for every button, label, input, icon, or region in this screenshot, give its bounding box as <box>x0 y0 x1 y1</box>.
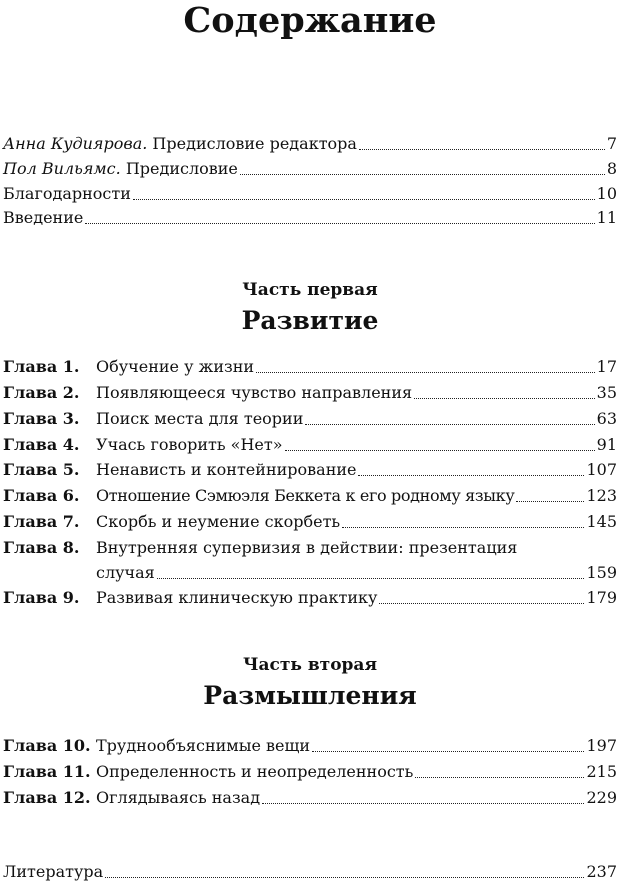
entry-title: Предисловие редактора <box>147 134 357 153</box>
part-2-label: Часть вторая <box>242 655 378 675</box>
leader-dots <box>105 876 584 878</box>
chapter-page: 91 <box>596 435 617 454</box>
chapter-label: Глава 2. <box>3 383 80 402</box>
part-1-label: Часть первая <box>242 280 378 300</box>
leader-dots <box>262 802 584 804</box>
chapter-title: Развивая клиническую практику <box>96 588 378 607</box>
chapter-title: Учась говорить «Нет» <box>96 435 283 454</box>
part-2-title: Размышления <box>203 681 417 710</box>
chapter-title: Оглядываясь назад <box>96 788 261 807</box>
chapter-page: 229 <box>586 788 617 807</box>
entry-page: 10 <box>596 184 617 203</box>
toc-chapter-10[interactable] <box>3 733 617 757</box>
chapter-title-continued: случая <box>96 563 155 582</box>
leader-dots <box>359 148 605 150</box>
leader-dots <box>415 776 584 778</box>
leader-dots <box>85 222 594 224</box>
chapter-title: Труднообъяснимые вещи <box>96 736 311 755</box>
chapter-page: 215 <box>586 762 617 781</box>
leader-dots <box>157 577 585 579</box>
leader-dots <box>516 500 584 502</box>
toc-entry-preface[interactable] <box>3 156 617 180</box>
chapter-page: 197 <box>586 736 617 755</box>
entry-page: 11 <box>596 208 617 227</box>
entry-author: Пол Вильямс. <box>3 159 121 178</box>
chapter-label: Глава 5. <box>3 460 80 479</box>
chapter-label: Глава 1. <box>3 357 80 376</box>
leader-dots <box>342 526 584 528</box>
toc-chapter-8-continued[interactable] <box>3 560 617 584</box>
toc-entry-literature[interactable] <box>3 859 617 883</box>
entry-page: 7 <box>606 134 617 153</box>
toc-chapter-3[interactable] <box>3 406 617 430</box>
entry-author: Анна Кудиярова. <box>3 134 148 153</box>
toc-chapter-5[interactable] <box>3 457 617 481</box>
leader-dots <box>379 602 584 604</box>
entry-title: Предисловие <box>120 159 238 178</box>
chapter-title: Обучение у жизни <box>96 357 255 376</box>
chapter-label: Глава 9. <box>3 588 80 607</box>
chapter-label: Глава 6. <box>3 486 80 505</box>
chapter-title: Определенность и неопределенность <box>96 762 414 781</box>
chapter-label: Глава 7. <box>3 512 80 531</box>
toc-chapter-11[interactable] <box>3 759 617 783</box>
part-1-title: Развитие <box>241 306 379 335</box>
leader-dots <box>414 397 595 399</box>
chapter-page: 159 <box>586 563 617 582</box>
chapter-page: 63 <box>596 409 617 428</box>
leader-dots <box>285 449 595 451</box>
chapter-title: Ненависть и контейнирование <box>96 460 357 479</box>
leader-dots <box>312 750 584 752</box>
chapter-label: Глава 3. <box>3 409 80 428</box>
entry-page: 8 <box>606 159 617 178</box>
chapter-page: 179 <box>586 588 617 607</box>
leader-dots <box>358 474 584 476</box>
toc-entry-acknowledgements[interactable] <box>3 181 617 205</box>
page-title: Содержание <box>183 0 437 41</box>
entry-page: 237 <box>586 862 617 881</box>
toc-chapter-1[interactable] <box>3 354 617 378</box>
chapter-label: Глава 12. <box>3 788 91 807</box>
chapter-label: Глава 10. <box>3 736 91 755</box>
entry-title: Введение <box>3 208 84 227</box>
leader-dots <box>256 371 595 373</box>
chapter-page: 17 <box>596 357 617 376</box>
leader-dots <box>133 198 595 200</box>
toc-entry-editor-preface[interactable] <box>3 131 617 155</box>
chapter-title: Поиск места для теории <box>96 409 304 428</box>
chapter-label: Глава 8. <box>3 538 80 557</box>
entry-title: Литература <box>3 862 104 881</box>
toc-chapter-8[interactable] <box>3 535 617 559</box>
entry-title: Благодарности <box>3 184 131 203</box>
toc-chapter-4[interactable] <box>3 432 617 456</box>
chapter-title: Появляющееся чувство направления <box>96 383 413 402</box>
chapter-title: Отношение Сэмюэля Беккета к его родному языку <box>96 486 515 505</box>
chapter-title: Внутренняя супервизия в действии: презентация <box>96 538 518 557</box>
toc-chapter-9[interactable] <box>3 585 617 609</box>
toc-chapter-6[interactable] <box>3 483 617 507</box>
toc-entry-introduction[interactable] <box>3 205 617 229</box>
toc-chapter-12[interactable] <box>3 785 617 809</box>
leader-dots <box>305 423 594 425</box>
toc-chapter-2[interactable] <box>3 380 617 404</box>
toc-chapter-7[interactable] <box>3 509 617 533</box>
leader-dots <box>240 173 605 175</box>
chapter-title: Скорбь и неумение скорбеть <box>96 512 341 531</box>
chapter-page: 123 <box>586 486 617 505</box>
chapter-label: Глава 4. <box>3 435 80 454</box>
chapter-page: 107 <box>586 460 617 479</box>
chapter-page: 145 <box>586 512 617 531</box>
chapter-label: Глава 11. <box>3 762 91 781</box>
chapter-page: 35 <box>596 383 617 402</box>
